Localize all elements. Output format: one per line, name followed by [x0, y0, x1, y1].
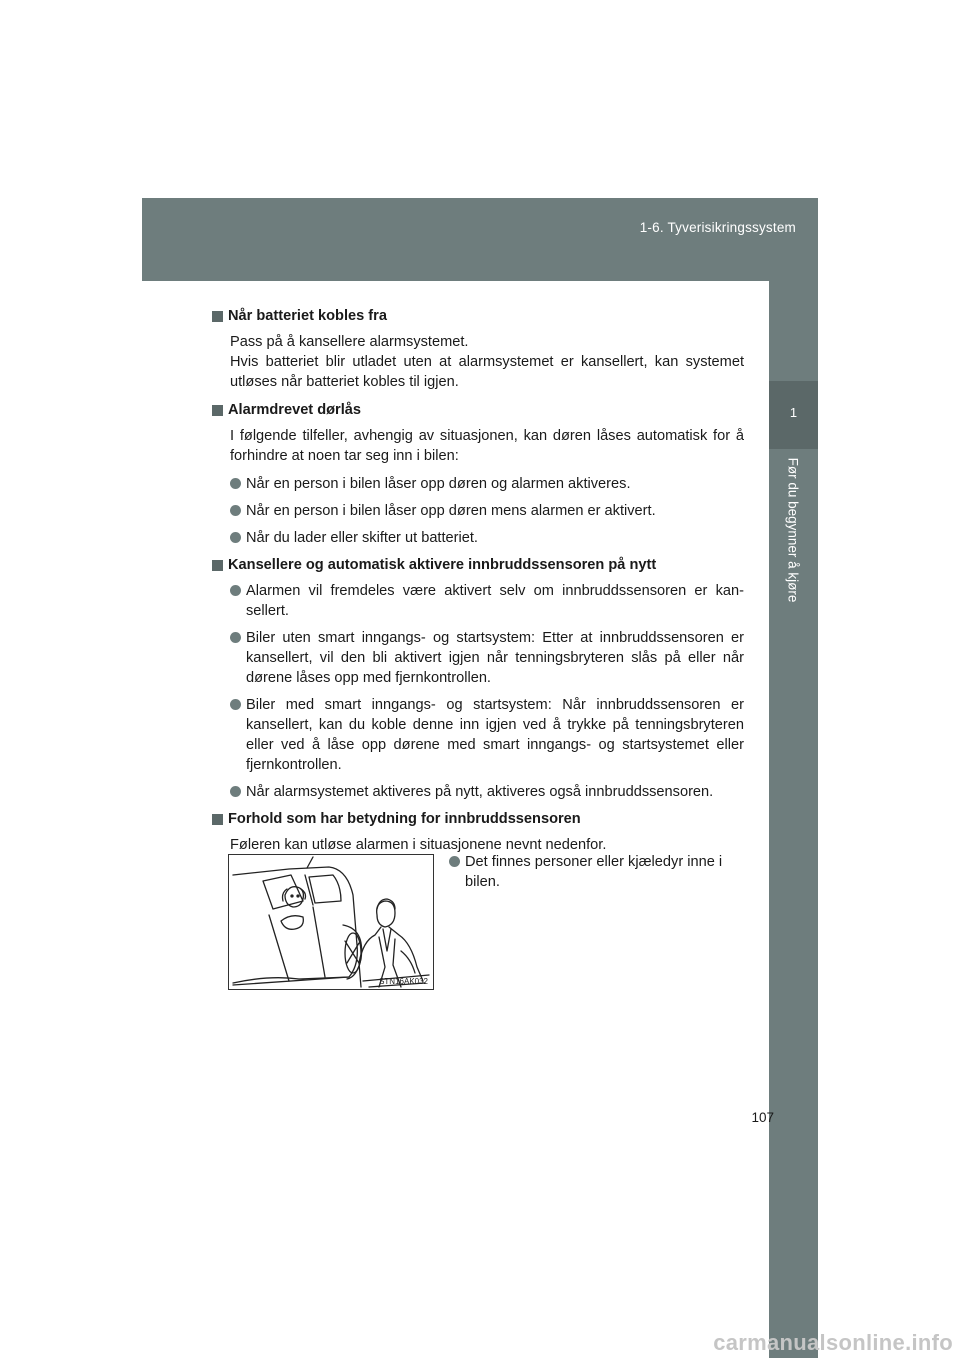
- car-person-illustration: [229, 855, 433, 989]
- square-bullet-icon: [212, 405, 223, 416]
- list-item-text: Når en person i bilen låser opp døren mens alarmen er aktivert.: [246, 503, 656, 519]
- circle-bullet-icon: [230, 585, 241, 596]
- main-content: [212, 306, 744, 855]
- heading-text: Når batteriet kobles fra: [228, 308, 387, 324]
- list-item: [230, 782, 744, 802]
- section-heading: [212, 306, 744, 326]
- list-item-text: Biler med smart inngangs- og startsystem: Når innbruddssensoren er kansellert, kan du koble denne inn igjen ved å trykke på tenningsbryteren eller ved å låse opp dørene med smart inngangs- og startsystemet eller fjernkontrollen.: [246, 697, 744, 773]
- circle-bullet-icon: [230, 786, 241, 797]
- list-item: [230, 501, 744, 521]
- list-item: [230, 628, 744, 688]
- heading-text: Forhold som har betydning for innbruddssensoren: [228, 811, 581, 827]
- page-number: 107: [751, 1110, 774, 1125]
- heading-text: Alarmdrevet dørlås: [228, 402, 362, 418]
- circle-bullet-icon: [230, 699, 241, 710]
- list-item-text: Alarmen vil fremdeles være aktivert selv om innbruddssensoren er kan-sellert.: [246, 583, 744, 619]
- square-bullet-icon: [212, 814, 223, 825]
- list-item-text: Når en person i bilen låser opp døren og alarmen aktiveres.: [246, 476, 631, 492]
- circle-bullet-icon: [449, 856, 460, 867]
- chapter-label: Før du begynner å kjøre: [785, 457, 801, 603]
- section-title: 1-6. Tyverisikringssystem: [639, 220, 796, 235]
- illustration-car-with-pet: [228, 854, 434, 990]
- circle-bullet-icon: [230, 632, 241, 643]
- circle-bullet-icon: [230, 532, 241, 543]
- list-item: [230, 528, 744, 548]
- list-item-text: Når alarmsystemet aktiveres på nytt, aktiveres også innbruddssensoren.: [246, 784, 714, 800]
- section-heading: [212, 555, 744, 575]
- paragraph: Pass på å kansellere alarmsystemet.: [230, 334, 469, 350]
- figure-code: STN16AK032: [379, 977, 428, 986]
- list-item: [230, 581, 744, 621]
- figure-caption-item: [449, 852, 749, 892]
- figure-caption-text: Det finnes personer eller kjæledyr inne i bilen.: [465, 854, 723, 890]
- list-item-text: Når du lader eller skifter ut batteriet.: [246, 530, 478, 546]
- circle-bullet-icon: [230, 478, 241, 489]
- chapter-number: 1: [789, 405, 798, 420]
- list-item: [230, 474, 744, 494]
- header-band: [142, 198, 818, 281]
- list-item-text: Biler uten smart inngangs- og startsystem: Etter at innbruddssensoren er kansellert, vil den bli aktivert igjen når tenningsbryteren slås på eller når dørene låses opp med fjernkontrollen.: [246, 630, 744, 686]
- paragraph: I følgende tilfeller, avhengig av situasjonen, kan døren låses automatisk for å forhindre at noen tar seg inn i bilen:: [230, 428, 744, 464]
- section-heading: [212, 809, 744, 829]
- list-item: [230, 695, 744, 775]
- paragraph: Føleren kan utløse alarmen i situasjonene nevnt nedenfor.: [230, 837, 607, 853]
- watermark: carmanualsonline.info: [713, 1330, 953, 1355]
- paragraph: Hvis batteriet blir utladet uten at alarmsystemet er kansellert, kan systemet utløses når batteriet kobles til igjen.: [230, 354, 744, 390]
- section-heading: [212, 400, 744, 420]
- square-bullet-icon: [212, 311, 223, 322]
- chapter-tab: [769, 381, 818, 449]
- square-bullet-icon: [212, 560, 223, 571]
- circle-bullet-icon: [230, 505, 241, 516]
- heading-text: Kansellere og automatisk aktivere innbruddssensoren på nytt: [228, 557, 657, 573]
